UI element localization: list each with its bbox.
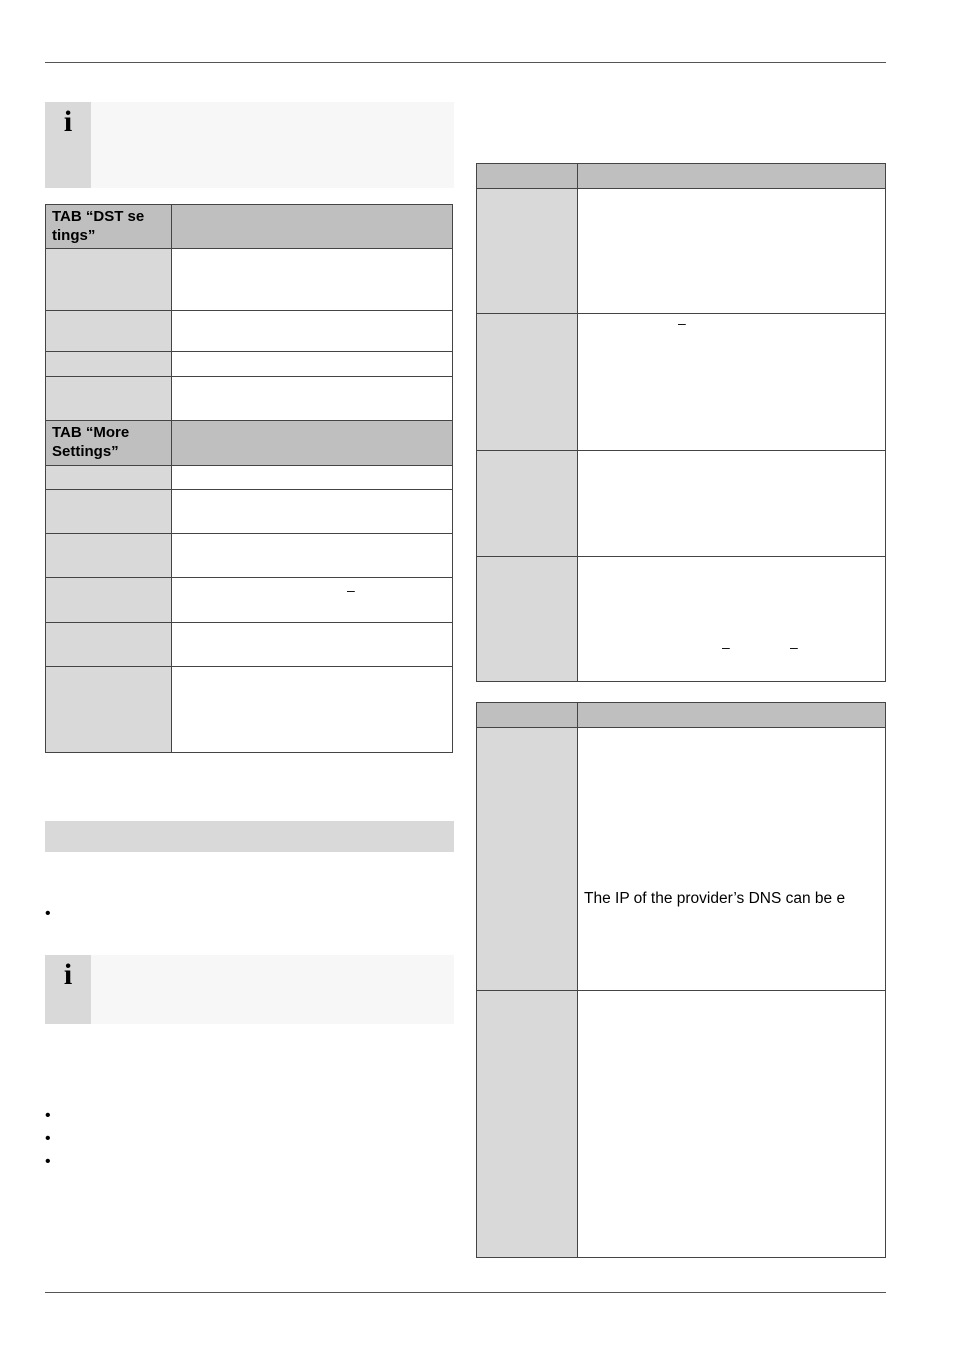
top-rule xyxy=(45,62,886,63)
right-table-1 xyxy=(476,163,886,682)
section-bar xyxy=(45,821,454,852)
info-icon: i xyxy=(45,102,91,188)
info-box xyxy=(45,102,454,188)
bullet: • xyxy=(45,905,51,922)
right-table-2 xyxy=(476,702,886,1258)
bullet: • xyxy=(45,1130,51,1147)
table-header-dst-settings: TAB “DST se tings” xyxy=(46,205,172,249)
bullet: • xyxy=(45,1107,51,1124)
bottom-rule xyxy=(45,1292,886,1293)
dash-mark: – xyxy=(790,639,798,655)
dst-settings-table xyxy=(45,204,453,753)
table-header-more-settings: TAB “More Settings” xyxy=(46,421,172,466)
info-icon: i xyxy=(45,955,91,1024)
dns-description: The IP of the provider’s DNS can be e xyxy=(584,890,846,907)
dash-mark: – xyxy=(347,582,355,598)
bullet: • xyxy=(45,1153,51,1170)
info-box xyxy=(45,955,454,1024)
dash-mark: – xyxy=(722,639,730,655)
dash-mark: – xyxy=(678,315,686,331)
